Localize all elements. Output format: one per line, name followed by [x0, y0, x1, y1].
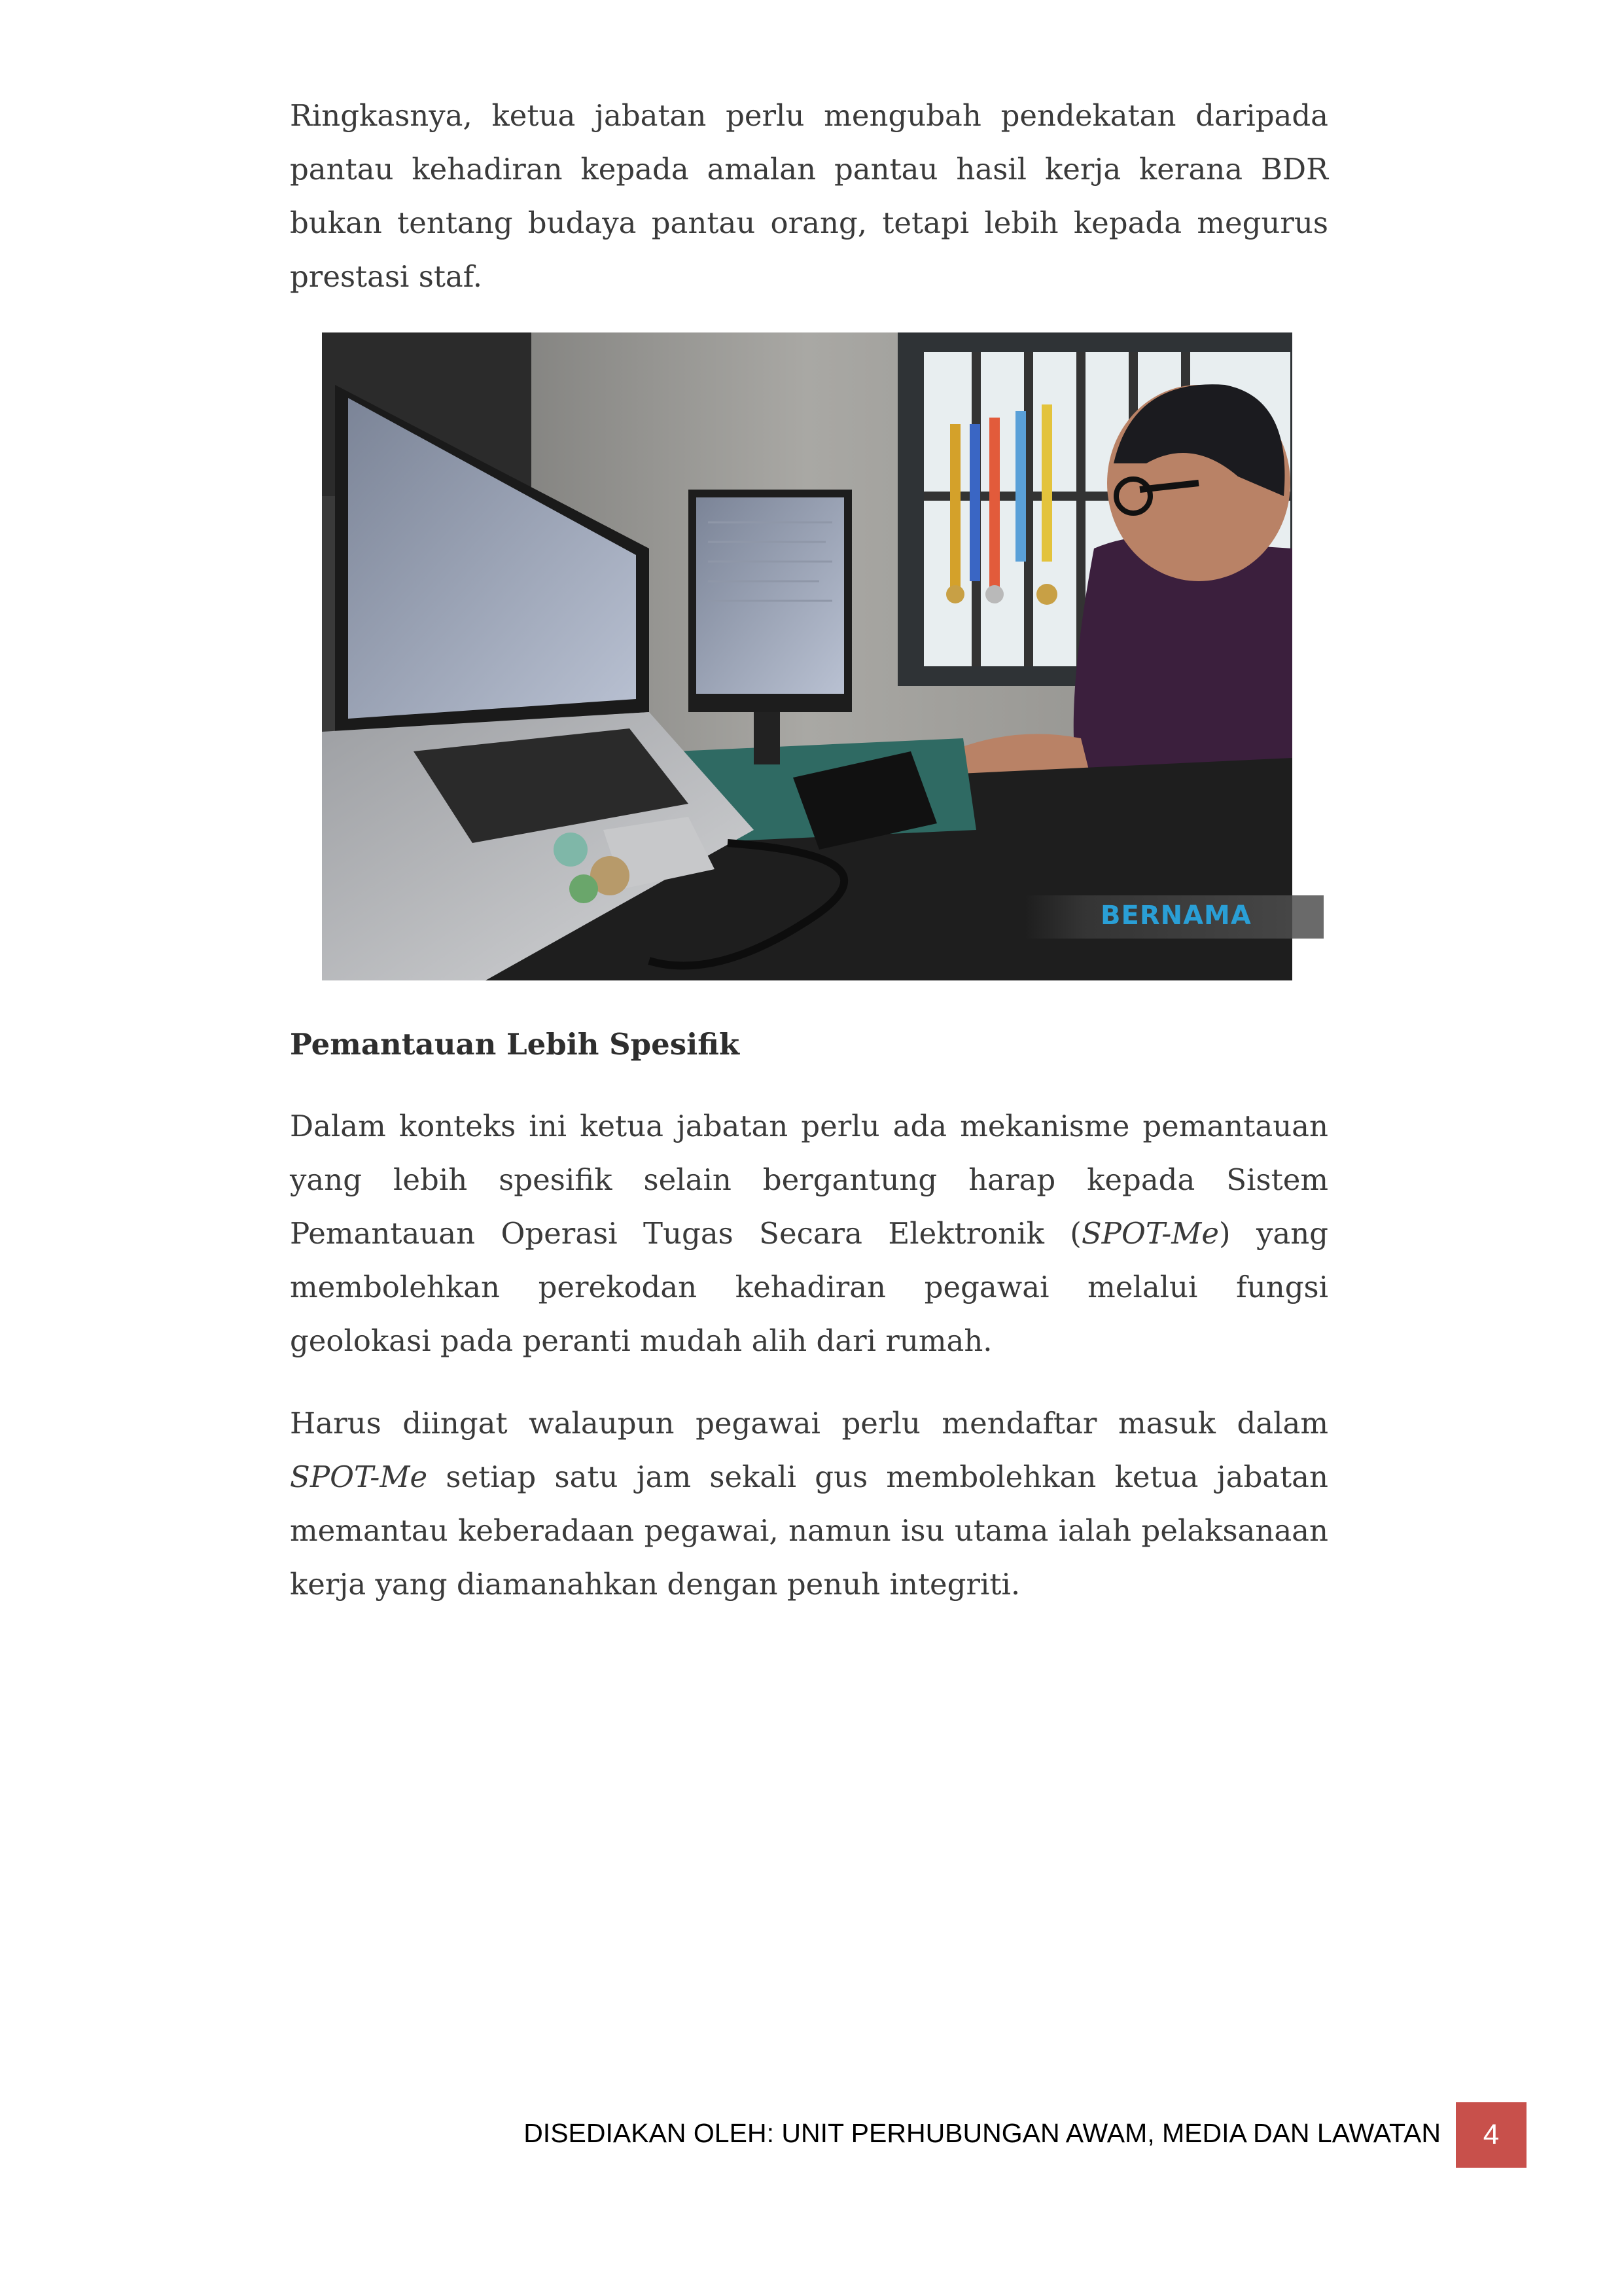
article-photo	[322, 332, 1324, 984]
paragraph-monitoring: Dalam konteks ini ketua jabatan perlu ada mekanisme pemantauan yang lebih spesifik selain bergantung harap kepada Sistem Pemantauan Operasi Tugas Secara Elektronik (SPOT-Me) yang membolehkan perekodan kehadiran pegawai melalui fungsi geolokasi pada peranti mudah alih dari rumah.	[290, 1109, 1328, 1358]
paragraph-integrity: Harus diingat walaupun pegawai perlu mendaftar masuk dalam SPOT-Me setiap satu jam sekali gus membolehkan ketua jabatan memantau keberadaan pegawai, namun isu utama ialah pelaksanaan kerja yang diamanahkan dengan penuh integriti.	[290, 1406, 1328, 1602]
bernama-watermark: BERNAMA	[1025, 895, 1324, 939]
paragraph-summary: Ringkasnya, ketua jabatan perlu mengubah pendekatan daripada pantau kehadiran kepada amalan pantau hasil kerja kerana BDR bukan tentang budaya pantau orang, tetapi lebih kepada megurus prestasi staf.	[290, 98, 1328, 294]
section-heading: Pemantauan Lebih Spesifik	[290, 1027, 740, 1062]
page-footer	[495, 2102, 1528, 2168]
article-body	[290, 89, 1328, 1611]
page-number: 4	[1456, 2102, 1527, 2168]
footer-credit: DISEDIAKAN OLEH: UNIT PERHUBUNGAN AWAM, MEDIA DAN LAWATAN	[523, 2118, 1441, 2148]
work-from-home-photo	[322, 332, 1292, 980]
